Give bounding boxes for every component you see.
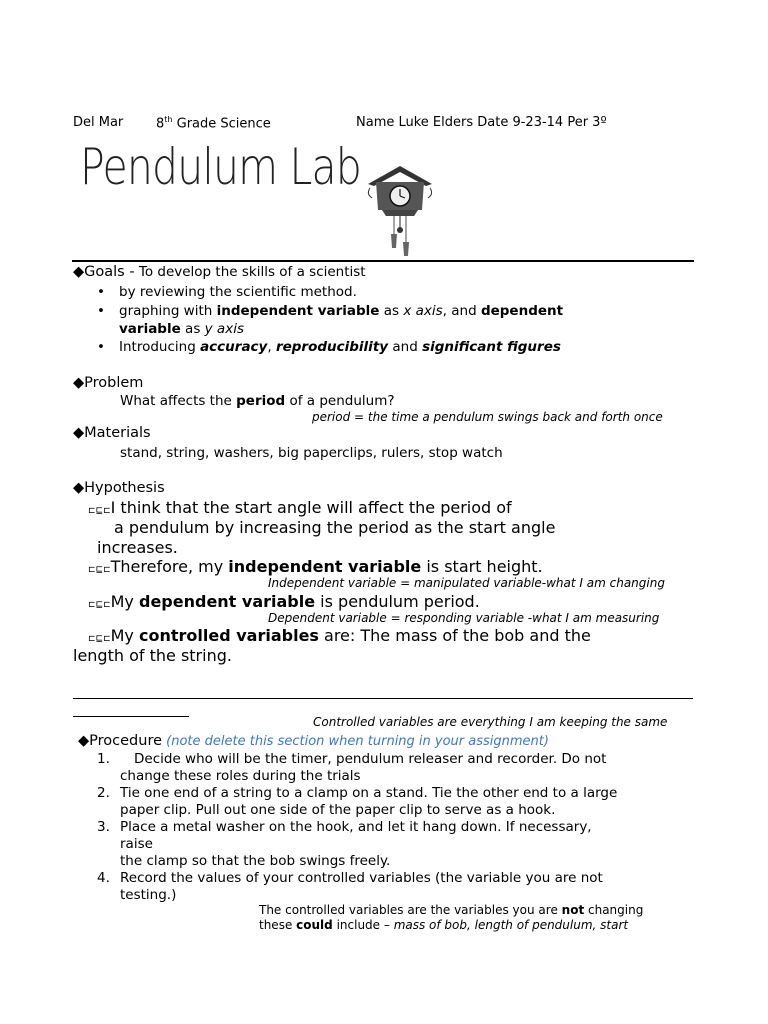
step-2-number: 2. — [97, 785, 110, 801]
materials-heading: ◆Materials — [73, 425, 151, 441]
step-2-cont: paper clip. Pull out one side of the paper clip to serve as a hook. — [120, 802, 556, 818]
goals-section: ◆Goals - To develop the skills of a scientist — [73, 264, 366, 280]
page-title: Pendulum Lab — [80, 138, 361, 196]
step-4: Record the values of your controlled variables (the variable you are not — [120, 870, 603, 886]
step-3: Place a metal washer on the hook, and let it hang down. If necessary, — [120, 819, 592, 835]
student-info: Name Luke Elders Date 9-23-14 Per 3º — [356, 115, 607, 130]
hypothesis-line-1: ⊏⊑⊏I think that the start angle will affect the period of — [88, 498, 512, 517]
step-4-number: 4. — [97, 870, 110, 886]
hypothesis-line-2: a pendulum by increasing the period as the start angle — [114, 518, 556, 537]
step-3-number: 3. — [97, 819, 110, 835]
step-1-cont: change these roles during the trials — [120, 768, 361, 784]
step-1: Decide who will be the timer, pendulum releaser and recorder. Do not — [134, 751, 607, 767]
checkbox-icon: ⊏⊑⊏ — [88, 634, 111, 644]
checkbox-icon: ⊏⊑⊏ — [88, 565, 111, 575]
independent-variable-note: Independent variable = manipulated variable-what I am changing — [268, 576, 665, 590]
dependent-variable-line: ⊏⊑⊏My dependent variable is pendulum period. — [88, 592, 480, 611]
school-name: Del Mar — [73, 115, 124, 130]
cuckoo-clock-icon — [364, 164, 436, 260]
controlled-variables-examples: these could include – mass of bob, length of pendulum, start — [259, 918, 629, 932]
materials-list: stand, string, washers, big paperclips, rulers, stop watch — [120, 445, 503, 461]
checkbox-icon: ⊏⊑⊏ — [88, 506, 111, 516]
checkbox-icon: ⊏⊑⊏ — [88, 600, 111, 610]
step-2: Tie one end of a string to a clamp on a stand. Tie the other end to a large — [120, 785, 618, 801]
hypothesis-heading: ◆Hypothesis — [73, 480, 165, 496]
independent-variable-line: ⊏⊑⊏Therefore, my independent variable is start height. — [88, 557, 543, 576]
controlled-variables-explanation: The controlled variables are the variables you are not changing — [259, 903, 644, 917]
problem-question: What affects the period of a pendulum? — [120, 393, 395, 409]
period-definition: period = the time a pendulum swings back and forth once — [312, 410, 663, 424]
answer-line — [73, 698, 693, 699]
goal-bullet-2-cont: variable as y axis — [119, 321, 244, 337]
goal-bullet-1: • by reviewing the scientific method. — [119, 284, 357, 300]
step-4-cont: testing.) — [120, 887, 177, 903]
step-3-cont: raise — [120, 836, 153, 852]
controlled-variables-line: ⊏⊑⊏My controlled variables are: The mass of the bob and the — [88, 626, 591, 645]
step-3-cont-2: the clamp so that the bob swings freely. — [120, 853, 391, 869]
problem-heading: ◆Problem — [73, 375, 144, 391]
answer-line-short — [73, 716, 189, 717]
step-1-number: 1. — [97, 751, 110, 767]
controlled-variables-line-2: length of the string. — [73, 646, 232, 665]
hypothesis-line-3: increases. — [97, 538, 178, 557]
goal-bullet-2: • graphing with independent variable as x axis, and dependent — [119, 303, 563, 319]
controlled-variables-note: Controlled variables are everything I am keeping the same — [313, 715, 668, 729]
dependent-variable-note: Dependent variable = responding variable -what I am measuring — [268, 611, 660, 625]
procedure-heading: ◆Procedure (note delete this section when turning in your assignment) — [78, 733, 549, 749]
goal-bullet-3: • Introducing accuracy, reproducibility and significant figures — [119, 339, 561, 355]
title-rule — [72, 260, 694, 262]
course-name: 8th Grade Science — [156, 115, 271, 132]
